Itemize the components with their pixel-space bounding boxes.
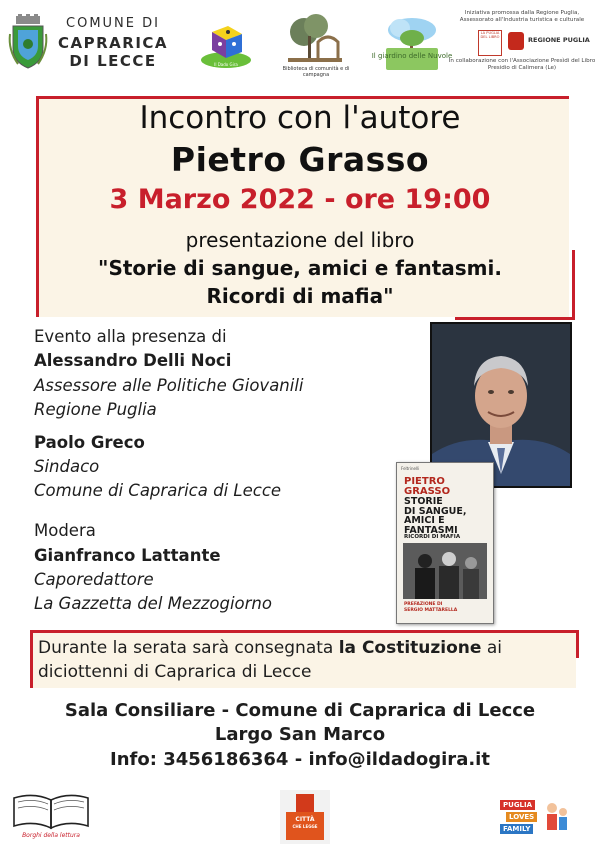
speaker-1-role: Assessore alle Politiche Giovanili — [34, 376, 304, 395]
panel-accent-bar-bottom — [455, 317, 575, 320]
citta-che-legge-icon — [296, 794, 314, 812]
giardino-logo-text: Il giardino delle Nuvole — [371, 52, 453, 60]
comune-name: CAPRARICA — [58, 34, 169, 52]
moderator-label: Modera — [34, 521, 96, 540]
citta-label-2: CHE LEGGE — [292, 824, 318, 829]
book-cover-photo-icon — [403, 543, 487, 599]
initiative-line-1: Iniziativa promossa dalla Regione Puglia, — [464, 10, 580, 16]
notice-line-1 — [38, 638, 502, 658]
book-title-line-2: Ricordi di mafia" — [206, 284, 394, 308]
dado-gira-logo-icon — [200, 22, 252, 70]
speaker-2-org: Comune di Caprarica di Lecce — [34, 481, 282, 500]
open-book-logo-icon — [8, 788, 94, 832]
family-figures-icon — [544, 800, 570, 840]
speaker-3-org: La Gazzetta del Mezzogiorno — [34, 594, 272, 613]
giardino-nuvole-logo-icon — [371, 14, 453, 72]
book-cover-author — [404, 477, 450, 497]
contact-info: Info: 3456186364 - info@ildadogira.it — [110, 749, 490, 770]
book-cover-preface-line: PREFAZIONE DI — [404, 602, 443, 607]
book-cover — [396, 462, 494, 624]
speaker-1-org: Regione Puglia — [34, 400, 157, 419]
book-cover-subtitle: RICORDI DI MAFIA — [404, 534, 461, 540]
puglia-del-libro-badge: LA PUGLIA DEL LIBRO — [478, 30, 502, 56]
author-name: Pietro Grasso — [170, 140, 430, 179]
collaboration-line-2: Presidio di Calimera (Le) — [487, 65, 557, 71]
citta-che-legge-badge — [286, 812, 324, 840]
book-cover-title-line: FANTASMI — [404, 524, 458, 536]
book-publisher: Feltrinelli — [401, 466, 420, 471]
dado-gira-logo-text: Il Dado Gira — [214, 62, 238, 67]
book-title-line-1: "Storie di sangue, amici e fantasmi. — [98, 256, 502, 280]
notice-highlight: la Costituzione — [338, 638, 482, 658]
coat-of-arms-icon — [8, 14, 48, 70]
event-date: 3 Marzo 2022 - ore 19:00 — [109, 184, 491, 215]
notice-text: Durante la serata sarà consegnata — [38, 638, 339, 658]
event-heading: Incontro con l'autore — [139, 100, 461, 136]
book-cover-title-line: AMICI E — [404, 515, 445, 526]
book-cover-preface-line: SERGIO MATTARELLA — [404, 608, 458, 613]
notice-line-2: diciottenni di Caprarica di Lecce — [38, 662, 312, 682]
book-cover-author-line: GRASSO — [404, 486, 451, 497]
presentation-label: presentazione del libro — [185, 228, 415, 252]
book-cover-preface — [404, 602, 457, 614]
citta-che-legge-logo — [280, 790, 330, 844]
book-cover-author-line: PIETRO — [404, 476, 445, 487]
notice-accent-bar — [576, 630, 579, 658]
venue: Sala Consiliare - Comune di Caprarica di Lecce — [64, 700, 536, 721]
speaker-3-name: Gianfranco Lattante — [34, 546, 221, 565]
library-logo-text: Biblioteca di comunità e di campagna — [282, 66, 350, 78]
initiative-line-2: Assessorato all'Industria turistica e culturale — [459, 17, 585, 23]
speaker-1-name: Alessandro Delli Noci — [34, 351, 232, 370]
book-cover-title — [404, 497, 466, 535]
loves-label: LOVES — [506, 812, 537, 822]
book-cover-title-line: STORIE — [404, 496, 443, 507]
citta-label: CITTÀ — [295, 816, 315, 823]
speakers-intro: Evento alla presenza di — [34, 327, 227, 346]
speaker-2-role: Sindaco — [34, 457, 100, 476]
puglia-label: PUGLIA — [500, 800, 535, 810]
regione-puglia-label: REGIONE PUGLIA — [528, 36, 590, 44]
regione-puglia-crest-icon — [508, 32, 524, 50]
collaboration-note — [448, 58, 596, 72]
comune-label: COMUNE DI — [66, 16, 160, 31]
collaboration-line-1: In collaborazione con l'Associazione Presìdi del Libro — [448, 58, 596, 64]
speaker-2-name: Paolo Greco — [34, 433, 145, 452]
puglia-loves-family-logo — [500, 800, 570, 840]
library-tree-logo-icon — [284, 14, 346, 72]
notice-text-end: ai — [481, 638, 502, 658]
initiative-note — [448, 10, 596, 24]
book-cover-title-line: DI SANGUE, — [404, 505, 467, 517]
book-cover-photo — [403, 543, 487, 599]
comune-name-2: DI LECCE — [69, 52, 157, 70]
venue-address: Largo San Marco — [214, 724, 386, 745]
borghi-lettura-label: Borghi della lettura — [22, 832, 80, 839]
family-label: FAMILY — [500, 824, 533, 834]
speaker-3-role: Caporedattore — [34, 570, 154, 589]
